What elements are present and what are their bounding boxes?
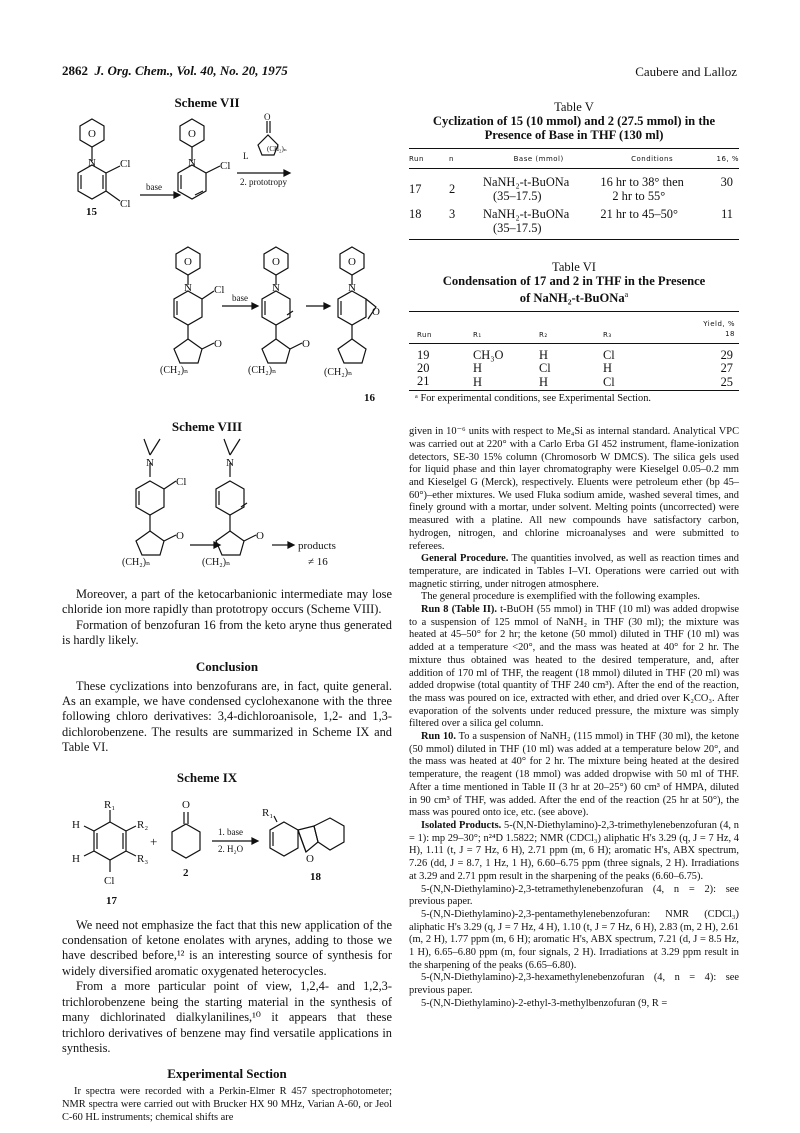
- run-heading: Isolated Products.: [421, 819, 502, 831]
- table-6-footnote: ᵃ For experimental conditions, see Experimental Section.: [415, 393, 651, 405]
- compound-2-label: 2: [183, 866, 189, 879]
- paragraph: given in 10⁻⁶ units with respect to Me₄Si as internal standard. Analytical VPC was carried out at 220° with a Carlo Erba GI 452 instrument, flame-ionization detectors, SE-30 15% column (Chromosorb W DMCS). The silica gels used for liquid phase and thin layer chromatography were Kieselgel 0.05–0.2 mm and Kieselgel G (Merck), respectively. Eluents were petroleum ether (bp 45–60°)–ether mixtures. We used Fluka sodium amide, washed several times, and finely ground with a mortar, under solvent. Melting points (uncorrected) were measured with a platine. All new compounds have satisfactory carbon, hydrogen, nitrogen, and chlorine microanalyses and were submitted to referees.: [409, 426, 739, 552]
- table-6-title: [409, 260, 739, 305]
- run-heading: General Procedure.: [421, 553, 509, 565]
- o-label: O: [188, 128, 196, 140]
- ch2n-label: (CH₂)ₙ: [160, 365, 189, 376]
- reagent-l-label: L: [243, 151, 249, 161]
- run-heading: Run 10.: [421, 731, 456, 743]
- paragraph: Moreover, a part of the ketocarbanionic intermediate may lose chloride ion more rapidly than prototropy occurs (Scheme VIII).: [62, 587, 392, 617]
- left-column: [62, 95, 392, 1124]
- n-label: N: [184, 282, 192, 294]
- o-label: O: [88, 128, 96, 140]
- scheme-8-title: Scheme VIII: [171, 419, 243, 434]
- col-header: n: [449, 154, 454, 163]
- h-label: H: [72, 818, 80, 831]
- table-6-label: Table VI: [552, 260, 596, 274]
- o-label: O: [214, 338, 222, 350]
- col-header: Base (mmol): [513, 154, 564, 163]
- running-header: [62, 63, 288, 79]
- paragraph: We need not emphasize the fact that this new application of the condensation of ketone enolates with arynes, adding to those we have described before,¹² is an interesting source of synthesis for widely diversified aromatic oxygenated heterocycles.: [62, 917, 392, 978]
- conclusion-text: [62, 679, 392, 756]
- n-label: N: [188, 157, 196, 169]
- col-header: R₁: [473, 331, 482, 340]
- table-6-caption-2: of NaNH₂-t-BuONa: [519, 291, 625, 306]
- scheme-7-title: Scheme VII: [174, 95, 240, 110]
- cl-label: Cl: [120, 198, 131, 210]
- col-header: Run: [409, 154, 424, 163]
- o-label: O: [302, 338, 310, 350]
- compound-18-label: 18: [310, 870, 321, 883]
- o-label: O: [182, 798, 190, 811]
- not-16-label: ≠ 16: [308, 556, 328, 568]
- table-row: 20 H Cl H 27: [417, 361, 733, 376]
- experimental-text-left: [62, 1086, 392, 1124]
- cl-label: Cl: [214, 284, 225, 296]
- ch2n-label: (CH₂)ₙ: [122, 557, 151, 568]
- table-5-title: [409, 100, 739, 142]
- paragraph: Isolated Products. 5-(N,N-Diethylamino)-2,3-trimethylenebenzofuran (4, n = 1): mp 29–30°; n²⁴D 1.5822; NMR (CDCl₃) aliphatic H's 3.29 (q, J = 7 Hz, 4 H), 1.11 (t, J = 7 Hz, 6 H), 2.71 ppm (m, 6 H); aromatic H's, ABX spectrum, 7.26 (dd, J = 8.7, 1 Hz, 1 H), 6.60–6.75 ppm (three signals, 2 H). Irradiations at 3.29 and 2.71 ppm result in the sharpening of the peaks (6.60–6.75).: [409, 819, 739, 882]
- ch2n-label: (CH₂)ₙ: [248, 365, 277, 376]
- right-column: [409, 95, 739, 1011]
- table-6: [409, 311, 739, 391]
- scheme-9-diagram: [62, 786, 392, 916]
- o-label: O: [184, 256, 192, 268]
- table-6-caption-1: Condensation of 17 and 2 in THF in the Presence: [442, 274, 706, 288]
- n-label: N: [146, 457, 154, 469]
- compound-16-label: 16: [364, 392, 375, 404]
- col-header: Yield, % 18: [703, 320, 735, 339]
- left-text-block-2: [62, 918, 392, 1057]
- authors-header: Caubere and Lalloz: [635, 64, 737, 79]
- o-label: O: [348, 256, 356, 268]
- experimental-heading: Experimental Section: [167, 1066, 287, 1082]
- cl-label: Cl: [120, 158, 131, 170]
- r1-label: R₁: [104, 798, 116, 811]
- table-5-label: Table V: [554, 100, 594, 114]
- reagent-ring-label: (CH₂)ₙ: [267, 145, 287, 153]
- experimental-text-right: [409, 426, 739, 1010]
- paragraph: The general procedure is exemplified with the following examples.: [421, 591, 701, 603]
- table-5-caption-2: Presence of Base in THF (130 ml): [484, 128, 664, 142]
- o-label: O: [256, 530, 264, 542]
- col-header: R₂: [539, 331, 548, 340]
- scheme-8-diagram: [62, 435, 392, 585]
- o-label: O: [306, 852, 314, 865]
- paragraph: From a more particular point of view, 1,2,4- and 1,2,3-trichlorobenzene being the starting material in the synthesis of many dichlorinated dialkylanilines,¹⁰ it appears that these trichloro derivatives of benzene may find versatile applications in synthesis.: [62, 979, 392, 1055]
- n-label: N: [88, 157, 96, 169]
- paragraph: General Procedure. The quantities involved, as well as reaction times and temperature, are indicated in Tables I–VI. Operations were carried out with magnetic stirring, under nitrogen atmosphere.: [409, 553, 739, 590]
- paragraph: 5-(N,N-Diethylamino)-2-ethyl-3-methylbenzofuran (9, R =: [421, 997, 668, 1009]
- paragraph: 5-(N,N-Diethylamino)-2,3-pentamethylenebenzofuran: NMR (CDCl₃) aliphatic H's 3.29 (q, J = 7 Hz, 4 H), 1.10 (t, J = 7 Hz, 6 H), 2.83 (m, 2 H), 2.61 (m, 2 H), 1.77 ppm (m, 6 H); aromatic H's, ABX spectrum, 7.21 (d, J = 8.5 Hz, 1 H), 6.65–6.80 ppm (m, four signals, 2 H). Irradiations at 3.29 ppm result in the sharpening of the peaks (6.65–6.80).: [409, 908, 739, 971]
- o-label: O: [372, 306, 380, 318]
- paragraph: These cyclizations into benzofurans are, in fact, quite general. As an example, we have condensed cyclohexanone with the three following chloro derivatives: 3,4-dichloroanisole, 1,2- and 1,3-dichlorobenzene. The results are summarized in Scheme IX and Table VI.: [62, 678, 392, 755]
- cl-label: Cl: [104, 874, 115, 887]
- table-row: 18 3 NaNH₂-t-BuONa (35–17.5) 21 hr to 45–50° 11: [409, 203, 739, 240]
- table-5-caption-1: Cyclization of 15 (10 mmol) and 2 (27.5 mmol) in the: [432, 114, 716, 128]
- run-heading: Run 8 (Table II).: [421, 604, 497, 616]
- conclusion-heading: Conclusion: [195, 658, 259, 674]
- ch2n-label: (CH₂)ₙ: [324, 367, 353, 378]
- table-5: [409, 148, 739, 240]
- o-label: O: [264, 112, 271, 122]
- paragraph: 5-(N,N-Diethylamino)-2,3-tetramethylenebenzofuran (4, n = 2): see previous paper.: [409, 883, 739, 908]
- arrow-label-step2: 2. H₂O: [218, 843, 244, 854]
- col-header: R₃: [603, 331, 612, 340]
- left-text-block: [62, 587, 392, 649]
- table-6-footnote-marker: a: [624, 290, 629, 299]
- products-label: products: [298, 540, 336, 552]
- r1-label: R₁: [262, 806, 274, 819]
- compound-15-label: 15: [86, 206, 97, 218]
- cl-label: Cl: [220, 160, 231, 172]
- table-row: 19 CH₃O H Cl 29: [417, 348, 733, 363]
- col-header: 16, %: [716, 154, 739, 163]
- table-row: 17 2 NaNH₂-t-BuONa (35–17.5) 16 hr to 38° then 2 hr to 55° 30: [409, 175, 733, 203]
- arrow-label-base: base: [232, 293, 248, 303]
- n-label: N: [348, 282, 356, 294]
- table-row: 21 H H Cl 25: [409, 375, 739, 391]
- paragraph: Run 8 (Table II). t-BuOH (55 mmol) in THF (10 ml) was added dropwise to a suspension of 125 mmol of NaNH₂ in THF (30 ml); the mixture was heated at 45–50° for 2 hr; the ketone (50 mmol) diluted in THF (10 ml) was added at a temperature <20°, and the mass was heated at 40° for 2 hr. The mixture thus obtained was heated to the desired temperature, and, after addition of 170 ml of THF, the reagent (18 mmol) diluted in THF (20 ml) was added dropwise (total quantity of THF 240 cm³). After the end of the reaction, the mass was poured on ice, extracted with ether, and dried over K₂CO₃. After evaporation of the solvents under reduced pressure, the mixture was simply filtered over a silica gel column.: [409, 604, 739, 730]
- col-header: Conditions: [631, 154, 674, 163]
- r2-label: R₂: [137, 818, 149, 831]
- scheme-9-title: Scheme IX: [176, 769, 238, 785]
- h-label: H: [72, 852, 80, 865]
- paragraph: 5-(N,N-Diethylamino)-2,3-hexamethylenebenzofuran (4, n = 4): see previous paper.: [409, 972, 739, 997]
- journal-citation: J. Org. Chem., Vol. 40, No. 20, 1975: [94, 63, 288, 78]
- arrow-label-base: base: [146, 182, 162, 192]
- r3-label: R₃: [137, 852, 149, 865]
- page-number: 2862: [62, 63, 88, 78]
- paragraph: Ir spectra were recorded with a Perkin-Elmer R 457 spectrophotometer; NMR spectra were carried out with Brucker HX 90 MHz, Varian A-60, or Jeol C-60 HL instruments; chemical shifts are: [62, 1086, 392, 1123]
- paragraph: Formation of benzofuran 16 from the keto aryne thus generated is hardly likely.: [62, 617, 392, 648]
- n-label: N: [226, 457, 234, 469]
- o-label: O: [176, 530, 184, 542]
- plus-sign: +: [150, 833, 158, 849]
- paragraph: Run 10. To a suspension of NaNH₂ (115 mmol) in THF (30 ml), the ketone (50 mmol) diluted in THF (10 ml) was added at a temperature below 20°, and the mass was heated at 40° for 2 hr. The mixture being heated at the desired temperature, the reagent (18 mmol) was added dropwise with 50 ml of THF. After a time mentioned in Table II (3 hr at 20–25°) 60 cm³ of HMPA, diluted in 90 cm³ of THF, was added. After the end of the reaction (25 hr at 50°), the mass was poured onto ice, etc. (see above).: [409, 731, 739, 819]
- n-label: N: [272, 282, 280, 294]
- o-label: O: [272, 256, 280, 268]
- col-header: Run: [417, 331, 432, 340]
- arrow-label-step2: 2. prototropy: [240, 177, 287, 187]
- ch2n-label: (CH₂)ₙ: [202, 557, 231, 568]
- compound-17-label: 17: [106, 894, 117, 907]
- cl-label: Cl: [176, 476, 187, 488]
- scheme-7-diagram: [62, 111, 392, 411]
- arrow-label-step1: 1. base: [218, 826, 243, 837]
